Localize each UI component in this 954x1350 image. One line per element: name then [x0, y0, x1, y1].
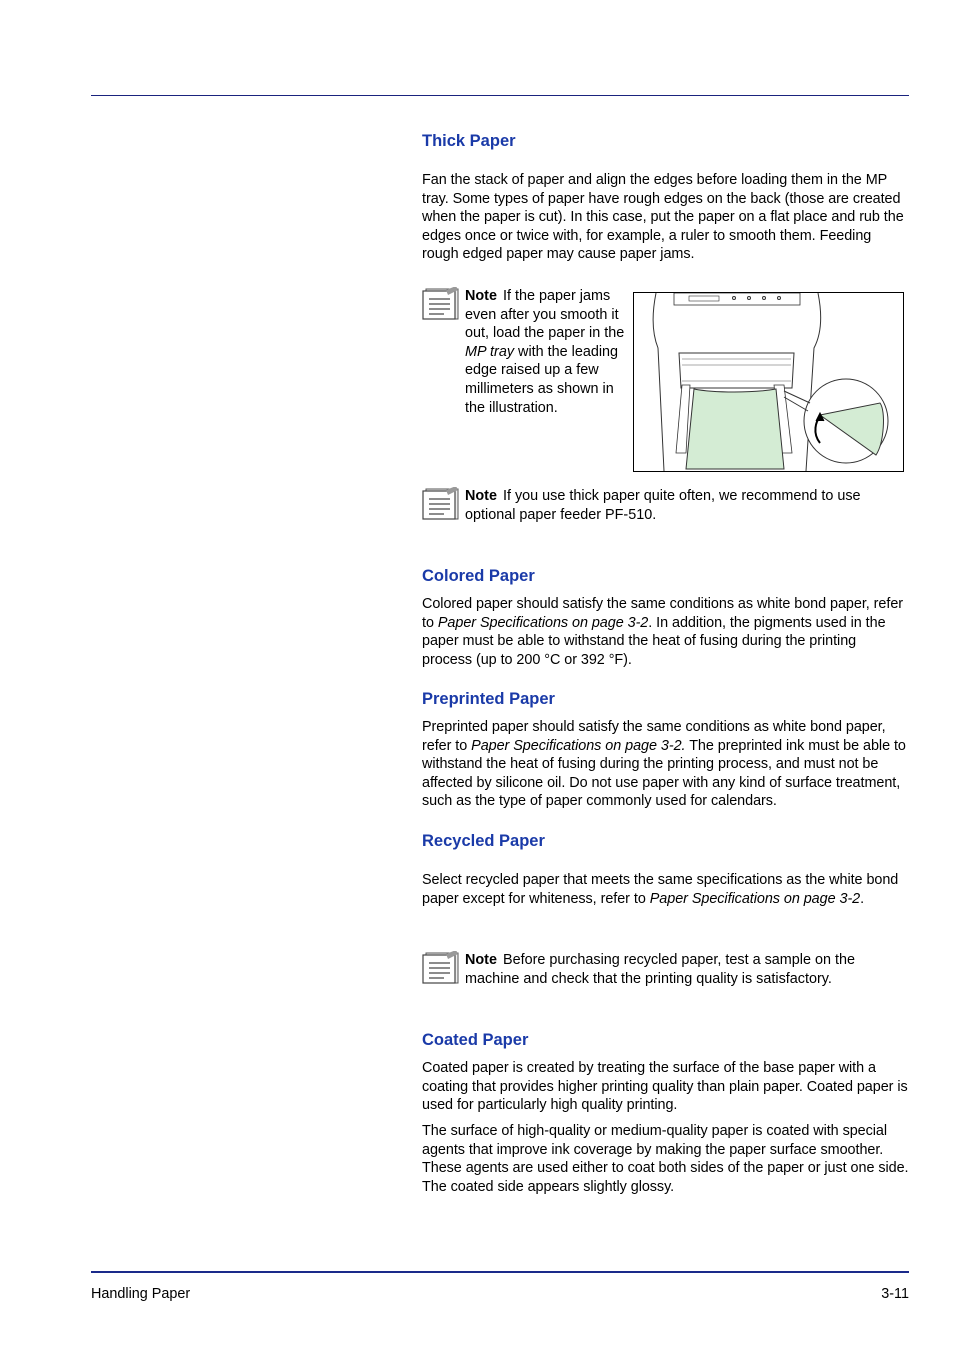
note-pad-icon [422, 951, 460, 985]
heading-recycled-paper: Recycled Paper [422, 832, 545, 850]
body-text-post: . In addition, the pigments used in the paper must be able to withstand the heat of fusing during the printing process (up to 200 °C or 392 °F). [422, 614, 886, 668]
note-recycled [465, 951, 909, 988]
cross-reference: Paper Specifications on page 3-2. [471, 737, 686, 754]
body-text-post: . [860, 890, 865, 907]
heading-preprinted-paper: Preprinted Paper [422, 690, 555, 708]
cross-reference: Paper Specifications on page 3-2 [649, 890, 861, 907]
heading-colored-paper: Colored Paper [422, 567, 535, 585]
preprinted-paper-body [422, 718, 909, 811]
footer-chapter-title: Handling Paper [91, 1286, 191, 1302]
note-mp-tray [465, 287, 625, 417]
body-text-pre: Select recycled paper that meets the same specifications as the white bond paper except for whiteness, refer to [422, 872, 899, 907]
mp-tray-illustration [633, 292, 904, 472]
heading-thick-paper: Thick Paper [422, 132, 516, 150]
note-text-em: MP tray [465, 343, 515, 360]
header-rule [91, 95, 909, 96]
body-text-post: The preprinted ink must be able to withstand the heat of fusing during the printing process, and must not be affected by silicone oil. Do not use paper with any kind of surface treatment, such as the type of paper commonly used for calendars. [422, 737, 906, 810]
note-text: Before purchasing recycled paper, test a sample on the machine and check that the printing quality is satisfactory. [465, 952, 855, 987]
note-text-pre: If the paper jams even after you smooth it out, load the paper in the [465, 288, 625, 342]
thick-paper-body: Fan the stack of paper and align the edges before loading them in the MP tray. Some types of paper have rough edges on the back (those are created when the paper is cut). In this case, put the paper on a flat place and rub the edges once or twice with, for example, a ruler to smooth them. Feeding rough edged paper may cause paper jams. [422, 172, 904, 263]
body-text-pre: Colored paper should satisfy the same conditions as white bond paper, refer to [422, 596, 904, 631]
note-label: Note [465, 288, 497, 304]
coated-paper-body-2: The surface of high-quality or medium-quality paper is coated with special agents that improve ink coverage by making the paper surface smoother. These agents are used either to coat both sides of the paper or just one side. The coated side appears slightly glossy. [422, 1123, 909, 1195]
footer-rule [91, 1271, 909, 1273]
note-text: If you use thick paper quite often, we recommend to use optional paper feeder PF-510. [465, 488, 861, 523]
note-pad-icon [422, 487, 460, 521]
cross-reference: Paper Specifications on page 3-2 [437, 614, 649, 631]
note-pf510 [465, 487, 909, 524]
heading-coated-paper: Coated Paper [422, 1031, 529, 1049]
printer-mp-tray-drawing [634, 293, 903, 471]
note-label: Note [465, 488, 497, 504]
footer-page-number: 3-11 [881, 1286, 909, 1302]
recycled-paper-body [422, 871, 909, 908]
note-label: Note [465, 952, 497, 968]
colored-paper-body [422, 595, 909, 669]
coated-paper-body-1: Coated paper is created by treating the surface of the base paper with a coating that provides higher printing quality than plain paper. Coated paper is used for particularly high quality printing. [422, 1060, 908, 1114]
note-pad-icon [422, 287, 460, 321]
note-text-post: with the leading edge raised up a few millimeters as shown in the illustration. [465, 343, 619, 416]
body-text-pre: Preprinted paper should satisfy the same conditions as white bond paper, refer to [422, 719, 886, 754]
